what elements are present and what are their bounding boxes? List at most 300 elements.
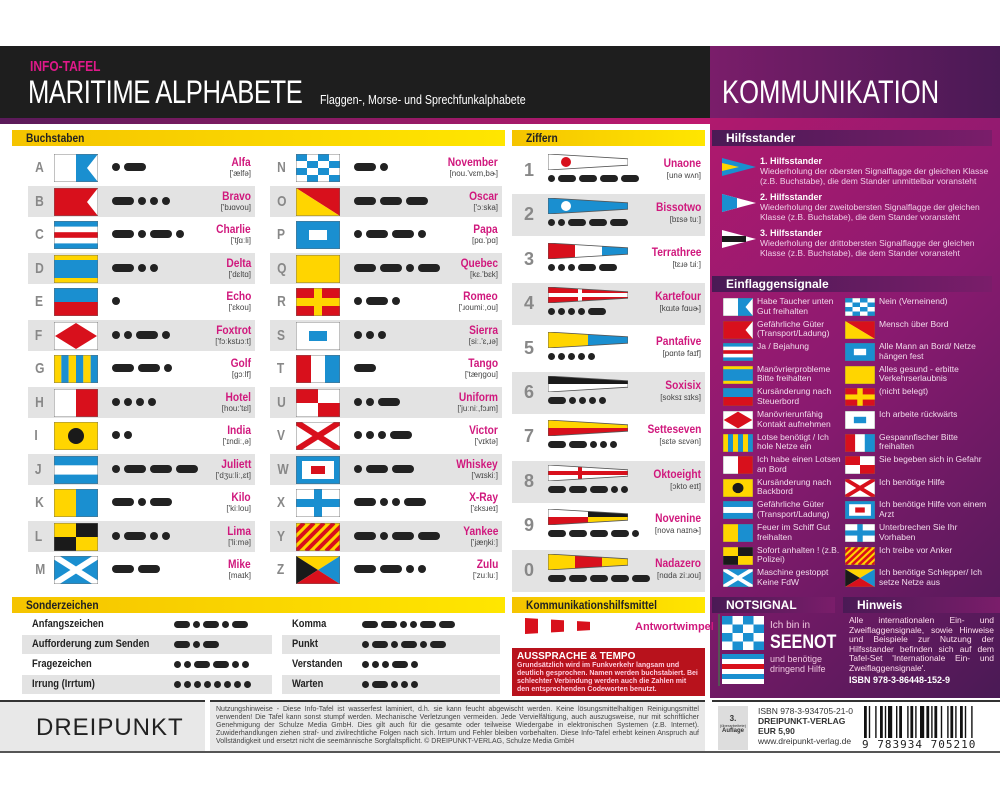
digits-heading-text: Ziffern: [526, 131, 558, 145]
morse-dot: [222, 621, 229, 628]
flag: [296, 322, 340, 350]
morse-dot: [112, 465, 120, 473]
header-stripe: [0, 118, 710, 124]
morse-dash: [203, 621, 219, 628]
signal-meaning: Ich benötige Hilfe von einem Arzt: [879, 499, 987, 519]
spelling-word: Papa: [473, 222, 498, 236]
pronunciation: [maɪk]: [228, 571, 251, 580]
website-link[interactable]: www.dreipunkt-verlag.de: [758, 736, 852, 746]
morse-dash: [392, 230, 414, 238]
letter-row-y: [270, 521, 502, 552]
barcode-bar: [955, 706, 956, 738]
morse-dot: [224, 681, 231, 688]
hinweis-heading: Hinweis: [843, 597, 1000, 613]
letter: N: [277, 159, 286, 176]
spelling-word: Bravo: [222, 188, 251, 203]
letter: Q: [277, 259, 287, 277]
morse-dash: [548, 486, 566, 493]
morse-dash: [569, 530, 587, 537]
pronunciation: [pɑntə faɪf]: [662, 348, 701, 358]
distress-flags-icon: [718, 614, 764, 686]
morse-dash: [548, 575, 566, 582]
morse-dot: [194, 681, 201, 688]
answer-pennant-label: Antwortwimpel: [635, 621, 714, 633]
morse-dot: [174, 661, 181, 668]
letter: R: [277, 293, 286, 310]
spelling-word: Unaone: [663, 156, 701, 170]
hilfsstander-text: Wiederholung der zweitobersten Signalflagge der gleichen Klasse (z.B. Buchstabe), die dem Stander voransteht: [760, 202, 980, 222]
morse-dash: [392, 465, 414, 473]
morse-code: [112, 364, 172, 372]
letters-heading-text: Buchstaben: [26, 131, 85, 145]
hilfsstander-text: Wiederholung der drittobersten Signalflagge der gleichen Klasse (z.B. Buchstabe), die dem Stander voransteht: [760, 238, 975, 258]
morse-dot: [578, 353, 585, 360]
morse-dash: [439, 621, 455, 628]
edition-badge: [718, 706, 748, 750]
morse-dot: [184, 681, 191, 688]
morse-dot: [354, 398, 362, 406]
single-flag-signal-t: [845, 432, 995, 454]
flag-p-icon: [845, 343, 875, 361]
flag: [296, 221, 340, 249]
letter: Z: [276, 561, 285, 578]
morse-dash: [579, 175, 597, 182]
morse-dot: [150, 532, 158, 540]
morse-dot: [558, 219, 565, 226]
letter: I: [34, 427, 38, 444]
morse-dash: [599, 264, 617, 271]
morse-dash: [611, 530, 629, 537]
morse-dash: [194, 661, 210, 668]
flag-a-icon: [723, 298, 753, 316]
spelling-word: Bissotwo: [655, 200, 701, 215]
single-flag-signal-l: [723, 545, 843, 567]
morse-dot: [378, 331, 386, 339]
barcode-bar: [941, 706, 942, 738]
morse-dot: [214, 681, 221, 688]
flag: [54, 288, 98, 316]
pronunciation: [bɪsə tuː]: [669, 215, 701, 225]
morse-dot: [354, 297, 362, 305]
morse-dash: [569, 575, 587, 582]
morse-dash: [150, 230, 172, 238]
morse-code: [548, 264, 617, 271]
morse-dot: [232, 661, 239, 668]
morse-dot: [579, 397, 586, 404]
flag-w-icon: [845, 501, 875, 519]
morse-dot: [242, 661, 249, 668]
pronunciation: ['ælfə]: [229, 169, 251, 178]
morse-dot: [354, 230, 362, 238]
spelling-word: Alfa: [231, 155, 251, 169]
morse-code: [548, 308, 606, 315]
signal-meaning: Habe Taucher unten Gut freihalten: [757, 296, 834, 316]
right-title: KOMMUNIKATION: [722, 74, 940, 110]
morse-dash: [136, 331, 158, 339]
morse-dot: [418, 565, 426, 573]
letter: T: [276, 360, 285, 377]
page-subtitle: Flaggen-, Morse- und Sprechfunkalphabete: [320, 92, 526, 107]
pronunciation: ['dʒuːliː,ɛt]: [215, 470, 251, 480]
morse-dot: [124, 398, 132, 406]
substitute-pennant-icon: [722, 194, 758, 214]
barcode-bar: [880, 706, 883, 738]
morse-code: [112, 465, 198, 473]
flag: [54, 556, 98, 584]
flag-t-icon: [845, 434, 875, 452]
special-sign-label: Irrung (Irrtum): [32, 678, 95, 690]
morse-dot: [568, 264, 575, 271]
morse-dash: [362, 621, 378, 628]
hilfsstander-title: 2. Hilfsstander: [760, 192, 823, 202]
special-heading: [12, 597, 505, 613]
flag-c-icon: [54, 221, 98, 249]
morse-code: [112, 264, 158, 272]
barcode-bar: [864, 706, 867, 738]
signal-meaning: Nein (Verneinend): [879, 296, 948, 306]
letter-row-s: [270, 320, 502, 351]
flag: [54, 489, 98, 517]
digit-row-7: [512, 416, 705, 458]
spelling-word: Kartefour: [655, 289, 701, 304]
morse-dash: [569, 441, 587, 448]
barcode-bar: [869, 706, 870, 738]
barcode-bar: [910, 706, 913, 738]
morse-code: [548, 575, 650, 582]
morse-dash: [174, 621, 190, 628]
morse-dash: [610, 219, 628, 226]
barcode: [864, 706, 982, 738]
digit: 8: [524, 470, 535, 491]
letter-row-b: [28, 186, 255, 217]
special-sign-row: [282, 635, 500, 654]
signal-meaning: Ich arbeite rückwärts: [879, 409, 958, 419]
special-heading-text: Sonderzeichen: [26, 598, 99, 612]
pennant-9-icon: [548, 509, 628, 525]
morse-dot: [372, 661, 379, 668]
product-details: [758, 706, 853, 746]
special-sign-row: [282, 615, 500, 634]
morse-dash: [354, 264, 376, 272]
digit: 7: [524, 426, 535, 447]
letter: H: [35, 393, 44, 411]
spelling-word: Pantafive: [655, 333, 701, 348]
morse-code: [548, 530, 639, 537]
signal-meaning: Mensch über Bord: [879, 318, 949, 329]
spelling-word: Romeo: [463, 289, 498, 303]
morse-dot: [366, 398, 374, 406]
morse-dot: [548, 219, 555, 226]
morse-dash: [354, 498, 376, 506]
morse-dash: [381, 621, 397, 628]
notsignal-heading: NOTSIGNAL: [712, 597, 835, 613]
morse-dash: [548, 397, 566, 404]
flag-o-icon: [845, 321, 875, 339]
pennant-5-icon: [548, 332, 628, 348]
spelling-word: Soxisix: [665, 378, 701, 392]
flag-c-icon: [723, 343, 753, 361]
morse-code: [112, 398, 156, 406]
letter-row-z: [270, 554, 502, 585]
single-flag-signal-k: [723, 522, 843, 544]
morse-dash: [354, 565, 376, 573]
signal-meaning: Ich treibe vor Anker: [879, 544, 953, 555]
morse-dot: [354, 465, 362, 473]
barcode-bar: [875, 706, 876, 738]
morse-dot: [401, 681, 408, 688]
spelling-word: Kilo: [231, 490, 251, 504]
flag-f-icon: [54, 322, 98, 350]
flag-o-icon: [296, 188, 340, 216]
notsignal-big: SEENOT: [770, 632, 837, 653]
flag: [54, 389, 98, 417]
morse-code: [362, 661, 418, 668]
letter-row-n: [270, 152, 502, 183]
flag: [296, 188, 340, 216]
morse-dot: [184, 661, 191, 668]
morse-dot: [362, 661, 369, 668]
morse-dot: [589, 397, 596, 404]
letter-row-e: [28, 286, 255, 317]
signal-meaning: Maschine gestoppt Keine FdW: [757, 567, 829, 587]
spelling-word: Nadazero: [655, 555, 701, 570]
single-flag-signal-z: [845, 567, 995, 589]
morse-dot: [391, 681, 398, 688]
morse-code: [354, 331, 386, 339]
digit-row-0: [512, 550, 705, 592]
pronunciation: ['zuːluː]: [472, 571, 498, 580]
flag: [296, 154, 340, 182]
digit-row-2: [512, 194, 705, 236]
flag-e-icon: [54, 288, 98, 316]
special-sign-label: Fragezeichen: [32, 658, 92, 670]
barcode-bar: [920, 706, 924, 738]
flag-k-icon: [723, 524, 753, 542]
morse-dash: [378, 398, 400, 406]
flag-w-icon: [296, 456, 340, 484]
flag-g-icon: [723, 434, 753, 452]
barcode-bar: [888, 706, 892, 738]
morse-dash: [112, 230, 134, 238]
dreipunkt-logo: DREIPUNKT: [36, 714, 184, 741]
morse-dash: [380, 565, 402, 573]
morse-code: [548, 441, 617, 448]
morse-code: [354, 264, 440, 272]
morse-dot: [193, 621, 200, 628]
morse-dot: [548, 175, 555, 182]
edition-number: 3.: [729, 714, 737, 723]
flag-b-icon: [723, 321, 753, 339]
single-flag-signal-b: [723, 319, 843, 341]
letter: F: [34, 326, 43, 344]
morse-code: [362, 641, 446, 648]
morse-dot: [354, 431, 362, 439]
spelling-word: November: [448, 155, 498, 169]
barcode-bar: [931, 706, 932, 738]
price: EUR 5,90: [758, 726, 795, 736]
letter-row-m: [28, 554, 255, 585]
pennant-2-icon: [548, 198, 628, 214]
morse-dash: [600, 175, 618, 182]
morse-code: [112, 431, 132, 439]
morse-dash: [590, 575, 608, 582]
barcode-bar: [885, 706, 886, 738]
digit: 9: [524, 515, 535, 536]
morse-code: [112, 331, 170, 339]
flag: [54, 523, 98, 551]
flag-v-icon: [845, 479, 875, 497]
single-flag-signal-p: [845, 341, 995, 363]
barcode-bar: [950, 706, 953, 738]
edition-small: (überarbeitete): [719, 723, 747, 728]
barcode-bar: [965, 706, 966, 738]
barcode-digits: 9 783934 705210: [862, 738, 977, 751]
signal-meaning: Ja / Bejahung: [757, 341, 809, 352]
morse-code: [362, 621, 455, 628]
morse-dash: [611, 575, 629, 582]
flag-m-icon: [54, 556, 98, 584]
morse-dot: [406, 264, 414, 272]
morse-dot: [362, 641, 369, 648]
pronunciation: [hou:'tɛl]: [221, 403, 251, 413]
morse-dash: [112, 364, 134, 372]
morse-dash: [418, 264, 440, 272]
pennant-8-icon: [548, 465, 628, 481]
letters-heading: [12, 130, 505, 146]
morse-code: [548, 175, 639, 182]
signal-meaning: Unterbrechen Sie Ihr Vorhaben: [879, 522, 958, 542]
morse-dot: [599, 397, 606, 404]
morse-dash: [380, 264, 402, 272]
morse-dash: [568, 219, 586, 226]
flag: [54, 221, 98, 249]
signal-meaning: Kursänderung nach Steuerbord: [757, 386, 832, 406]
flag-l-icon: [54, 523, 98, 551]
morse-dash: [124, 532, 146, 540]
letter-row-c: [28, 219, 255, 250]
flag: [296, 523, 340, 551]
barcode-bar: [896, 706, 897, 738]
morse-dash: [354, 364, 376, 372]
flag-n-icon: [296, 154, 340, 182]
letter-row-r: [270, 286, 502, 317]
signal-meaning: Alles gesund - erbitte Verkehrserlaubnis: [879, 363, 959, 384]
morse-code: [112, 498, 172, 506]
barcode-bar: [947, 706, 948, 738]
morse-dot: [391, 641, 398, 648]
flag-i-icon: [723, 479, 753, 497]
page-title: MARITIME ALPHABETE: [28, 74, 303, 110]
letter: C: [35, 226, 44, 243]
flag-d-icon: [723, 366, 753, 384]
morse-dash: [150, 498, 172, 506]
single-flag-signal-y: [845, 545, 995, 567]
morse-dot: [558, 264, 565, 271]
single-flag-signal-w: [845, 499, 995, 521]
signal-meaning: Ich benötige Hilfe: [879, 476, 945, 487]
morse-dash: [380, 197, 402, 205]
hilfsstander-text: Wiederholung der obersten Signalflagge der gleichen Klasse (z.B. Buchstabe), die dem Stander unmittelbar voransteht: [760, 166, 989, 186]
flag-s-icon: [845, 411, 875, 429]
pronunciation: ['dɛltɑ]: [228, 269, 251, 279]
flag: [54, 154, 98, 182]
single-flag-signal-n: [845, 296, 995, 318]
hilfsstander-title: 1. Hilfsstander: [760, 156, 823, 166]
morse-dot: [234, 681, 241, 688]
special-sign-row: [282, 655, 500, 674]
morse-dash: [590, 530, 608, 537]
special-sign-label: Anfangszeichen: [32, 618, 104, 630]
morse-code: [174, 681, 251, 688]
pronunciation: ['ɔːska]: [473, 202, 498, 212]
morse-dot: [124, 331, 132, 339]
letter: W: [277, 460, 289, 478]
flag-s-icon: [296, 322, 340, 350]
morse-code: [548, 486, 628, 493]
morse-code: [354, 230, 426, 238]
answer-pennant-icon: [525, 618, 605, 634]
single-flag-signal-j: [723, 499, 843, 521]
special-sign-row: [22, 615, 272, 634]
signal-meaning: Alle Mann an Bord/ Netze hängen fest: [879, 341, 976, 361]
morse-dot: [400, 621, 407, 628]
spelling-word: Golf: [230, 356, 251, 370]
notsignal-line1: Ich bin in: [770, 620, 811, 631]
morse-code: [354, 532, 440, 540]
signal-meaning: (nicht belegt): [879, 386, 929, 397]
flag: [54, 355, 98, 383]
pronunciation: ['fɔːkstɹɔːt]: [215, 336, 251, 346]
morse-dash: [112, 565, 134, 573]
morse-dot: [124, 431, 132, 439]
spelling-word: Uniform: [458, 389, 498, 404]
morse-dash: [632, 575, 650, 582]
morse-dash: [112, 498, 134, 506]
morse-dot: [380, 163, 388, 171]
morse-code: [174, 641, 219, 648]
pronunciation: ['ɹoumiː,ou]: [458, 303, 498, 312]
hilfsstander-item: [718, 156, 998, 190]
single-flag-signal-r: [845, 386, 995, 408]
spelling-word: Yankee: [462, 523, 498, 538]
morse-dot: [244, 681, 251, 688]
morse-code: [354, 297, 400, 305]
spelling-word: Echo: [226, 289, 251, 303]
letter: J: [34, 460, 42, 478]
letter: S: [277, 326, 286, 344]
morse-dot: [610, 441, 617, 448]
signal-meaning: Sofort anhalten ! (z.B. Polizei): [757, 544, 840, 565]
special-sign-label: Verstanden: [292, 658, 343, 670]
morse-code: [354, 163, 388, 171]
pronunciation: [soksɪ sɪks]: [660, 393, 701, 402]
spelling-word: Delta: [226, 255, 251, 270]
flag: [296, 456, 340, 484]
pronunciation: [siː.'ɛ,ɹə]: [468, 336, 498, 346]
flag: [54, 188, 98, 216]
pronunciation-text: Grundsätzlich wird im Funkverkehr langsam und deutlich gesprochen. Namen werden buchstabiert. Bei schlechter Verbindung werden auch die Zahlen mit den entsprechenden Codeworten benutzt.: [517, 662, 698, 693]
morse-dash: [418, 532, 440, 540]
comm-heading: [512, 597, 705, 613]
morse-dot: [406, 565, 414, 573]
flag-u-icon: [845, 456, 875, 474]
morse-dot: [632, 530, 639, 537]
morse-dot: [611, 486, 618, 493]
morse-code: [354, 498, 426, 506]
barcode-bar: [934, 706, 937, 738]
morse-dash: [406, 197, 428, 205]
morse-dot: [366, 331, 374, 339]
